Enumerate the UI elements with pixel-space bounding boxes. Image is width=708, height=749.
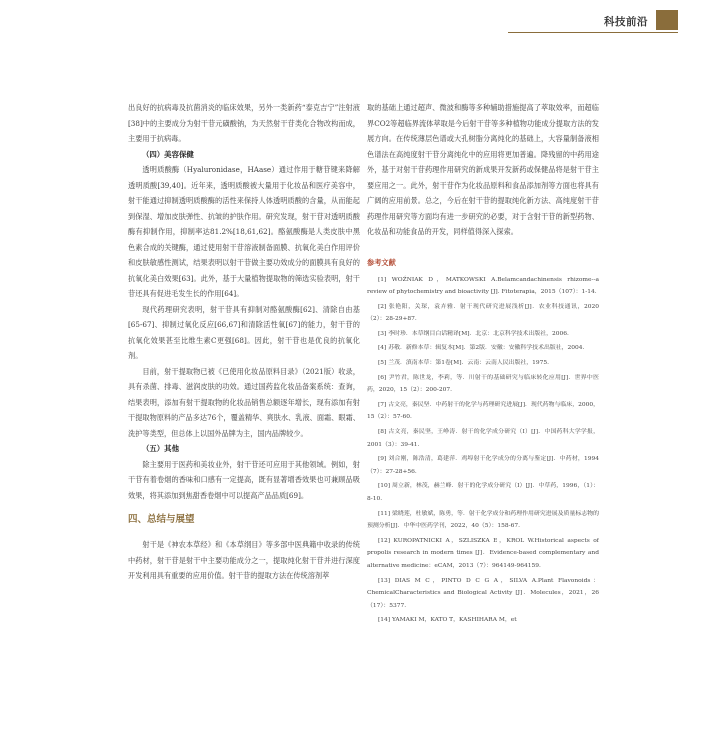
reference-list (367, 274, 599, 627)
journal-section-title: 科技前沿 (604, 16, 648, 28)
body-paragraph: 除主要用于医药和美妆业外，射干苷还可应用于其他领域。例如，射干苷有着卷烟的香味和口感有一定提高，既有显著增香效果也可兼顾品吸效果，将其添加到焦甜香卷烟中可以提高产品品质[69]。 (128, 459, 360, 500)
section-heading: 四、总结与展望 (128, 514, 195, 525)
reference-item: [7] 古文亮，秦民坚．中药射干的化学与药理研究进展[J]．现代药物与临床，2000，15（2）：57-60. (367, 401, 599, 421)
reference-item: [11] 梁晓莲，杜敏斌，陈勇，等．射干化学成分和药理作用研究进展及质量标志物的预测分析[J]．中华中医药学刊，2022，40（5）：158-67. (367, 510, 599, 530)
page-header (0, 10, 708, 34)
reference-item: [9] 刘合刚，陈浩清，葛建萍．鸡埠射干化学成分的分离与鉴定[J]．中药材，1994（7）：27-28+56. (367, 456, 599, 475)
reference-item: [3] 李时珍．本草纲目白话精译[M]．北京：北京科学技术出版社，2006. (378, 330, 569, 337)
header-accent-block (656, 10, 678, 30)
header-rule (508, 32, 678, 33)
reference-item: [12] KUROPATNICKI A，SZLISZKA E，KROL W.Historical aspects of propolis research in modern times [J]．Evidence-based complementary and alternative medicine：eCAM，2013（7）：964149-964159. (367, 537, 599, 569)
reference-item: [5] 兰茂．滇南本草：第1卷[M]．云南：云南人民出版社，1975. (378, 360, 550, 367)
reference-item: [14] YAMAKI M，KATO T，KASHIHARA M，et (378, 617, 517, 624)
body-paragraph: 射干是《神农本草经》和《本草纲目》等多部中医典籍中收录的传统中药材，射干苷是射干中主要功能成分之一，提取纯化射干苷并进行深度开发利用具有重要的应用价值。射干苷的提取方法在传统溶剂萃 (128, 540, 360, 580)
subsection-heading: （四）美容保健 (142, 149, 194, 159)
subsection-heading: （五）其他 (142, 444, 179, 453)
left-column (128, 100, 360, 749)
reference-item: [2] 张艳阳，关琛，袁卉雅．射干现代研究进展浅析[J]．农业科技通讯，2020（2）：28-29+87. (367, 303, 599, 323)
body-paragraph: 出良好的抗病毒及抗菌消炎的临床效果，另外一类新药“泰克吉宁”注射液[38]中的主要成分为射干苷元磺酸钠，为天然射干苷类化合物改构而成，主要用于抗病毒。 (128, 103, 360, 143)
reference-item: [10] 周立新，林茂，赫兰峰．射干的化学成分研究（I）[J]．中草药，1996，（1）：8-10. (367, 483, 599, 502)
references-title: 参考文献 (367, 257, 396, 267)
reference-item: [8] 古文亮，秦民坚，王峥涛．射干的化学成分研究（I）[J]．中国药科大学学报，2001（3）：39-41. (367, 429, 599, 448)
reference-item: [13] DIAS M C，PINTO D C G A，SILVA A.Plant Flavonoids：ChemicalCharacteristics and Biological Activity [J]．Molecules，2021，26（17）：5377. (367, 577, 599, 609)
body-paragraph: 取的基础上通过超声、微波和酶等多种辅助措施提高了萃取效率，而超临界CO2等超临界流体萃取是今后射干苷等多种植物功能成分提取方法的发展方向。在传统薄层色谱或大孔树脂分离纯化的基础上，大容量制备液相色谱法在高纯度射干苷分离纯化中的应用将更加普遍。降残留的中药用途外，基于对射干苷药理作用研究的新成果开发新药或保健品将是射干苷主要应用之一。此外，射干苷作为化妆品原料和食品添加剂等方面也将具有广阔的应用前景。总之，今后在射干苷的提取纯化新方法、高纯度射干苷药理作用研究等方面均有进一步研究的必要，对于含射干苷的新型药物、化妆品和功能食品的开发，同样值得深入探索。 (367, 103, 599, 236)
body-paragraph: 目前，射干提取物已被《已使用化妆品原料目录》（2021版）收录，具有杀菌、排毒、滋润皮肤的功效。通过国药监化妆品备案系统：查询，结果表明，添加有射干提取物的化妆品销售总额逐年增长，现有添加有射干提取物原料的产品多达76个，覆盖精华、爽肤水、乳液、面霜、眼霜、洗护等类型，但总体上以国外品牌为主，国内品牌较少。 (128, 366, 360, 438)
reference-item: [4] 苏敬．新修本草：辑复本[M]．第2版．安徽：安徽科学技术出版社，2004. (378, 345, 585, 352)
body-paragraph: 透明质酸酶（Hyaluronidase，HAase）通过作用于糖苷键来降解透明质酸[39,40]。近年来，透明质酸被大量用于化妆品和医疗美容中，射干能通过抑制透明质酸酶的活性来保持人体透明质酸的含量，从而能起到保湿、增加皮肤弹性、抗皱的护肤作用。研究发现，射干苷对透明质酸酶有抑制作用，抑制率达81.2%[18,61,62]。酪氨酸酶是人类皮肤中黑色素合成的关键酶，通过使用射干苷溶液制备面膜、抗氧化美白作用评价和皮肤敏感性测试，结果表明以射干苷做主要功效成分的面膜具有良好的抗氧化美白效果[63]。此外，基于大量植物提取物的筛选实验表明，射干苷还具有促进毛发生长的作用[64]。 (128, 165, 360, 298)
right-column (367, 100, 599, 749)
body-paragraph: 现代药理研究表明，射干苷具有抑制对酪氨酸酶[62]、清除自由基[65-67]、抑制过氧化反应[66,67]和清除活性氧[67]的能力，射干苷的抗氧化效果甚至比维生素C更强[68]。因此，射干苷也是优良的抗氧化剂。 (128, 304, 360, 360)
reference-item: [6] 尹竹君，陈世龙，李莉，等．川射干的基础研究与临床转化应用[J]．世界中医药，2020，15（2）：200-207. (367, 374, 599, 394)
reference-item: [1] WOŹNIAK D，MATKOWSKI A.Belamcandachinensis rhizome--a review of phytochemistry and bioactivity [J]. Fitoterapia，2015（107）：1-14. (367, 276, 599, 296)
